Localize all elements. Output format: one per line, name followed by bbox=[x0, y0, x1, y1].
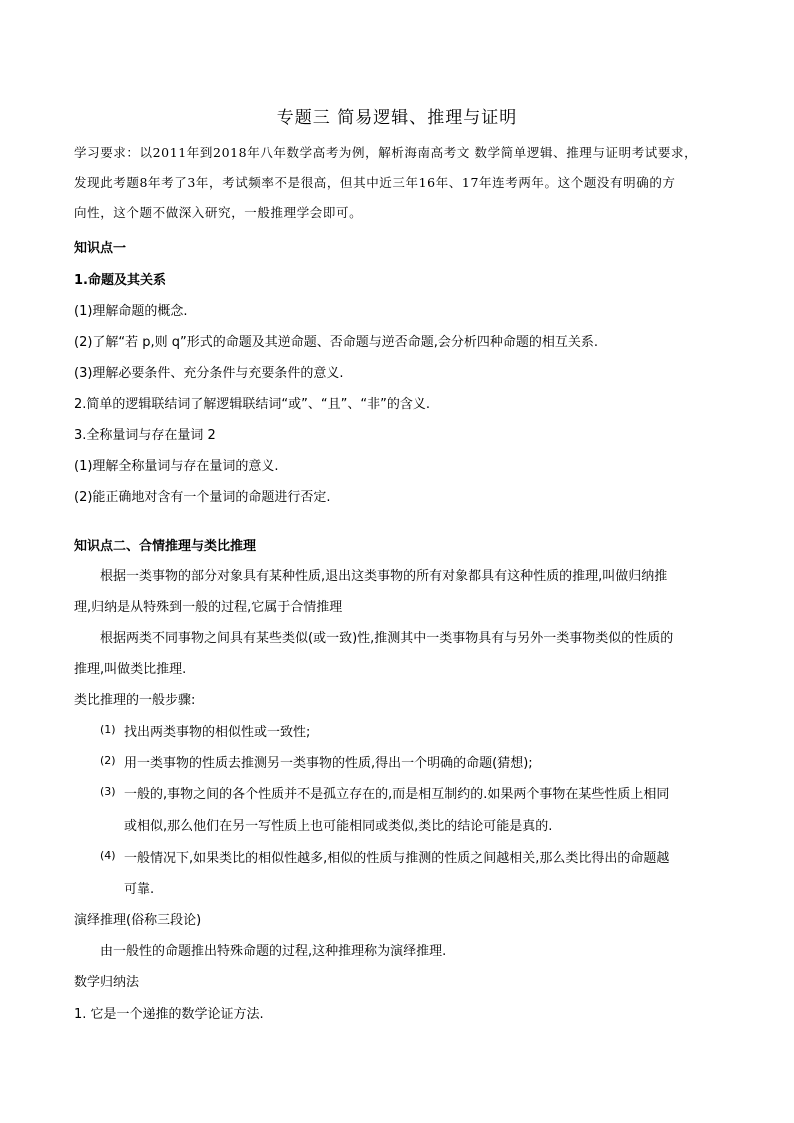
step-2-number: (2) bbox=[100, 754, 116, 767]
induction-line-1: 根据一类事物的部分对象具有某种性质,退出这类事物的所有对象都具有这种性质的推理,叫做归纳推 bbox=[100, 569, 668, 584]
analogy-line-2: 推理,叫做类比推理. bbox=[74, 662, 187, 677]
step-2-text: 用一类事物的性质去推测另一类事物的性质,得出一个明确的命题(猜想); bbox=[124, 756, 533, 771]
step-4-number: (4) bbox=[100, 849, 116, 862]
page-title: 专题三 简易逻辑、推理与证明 bbox=[276, 108, 518, 128]
section1-p5: (2)能正确地对含有一个量词的命题进行否定. bbox=[74, 490, 331, 505]
requirement-line-2: 发现此考题8年考了3年，考试频率不是很高，但其中近三年16年、17年连考两年。这个题没有明确的方 bbox=[74, 175, 676, 190]
section2-heading: 知识点二、合情推理与类比推理 bbox=[74, 539, 257, 554]
section1-p1: (1)理解命题的概念. bbox=[74, 304, 188, 319]
section1-p2: (2)了解“若 p,则 q”形式的命题及其逆命题、否命题与逆否命题,会分析四种命题的相互关系. bbox=[74, 335, 599, 350]
step-3-text: 一般的,事物之间的各个性质并不是孤立存在的,而是相互制约的.如果两个事物在某些性质上相同 bbox=[124, 787, 670, 802]
math-induction-item-1: 1. 它是一个递推的数学论证方法. bbox=[74, 1007, 264, 1022]
section1-sub3: 3.全称量词与存在量词 2 bbox=[74, 428, 216, 443]
section1-heading: 知识点一 bbox=[74, 241, 127, 256]
deduction-title: 演绎推理(俗称三段论) bbox=[74, 913, 202, 928]
requirement-line-3: 向性，这个题不做深入研究，一般推理学会即可。 bbox=[74, 205, 363, 220]
step-1-number: (1) bbox=[100, 723, 116, 736]
analogy-line-1: 根据两类不同事物之间具有某些类似(或一致)性,推测其中一类事物具有与另外一类事物类似的性质的 bbox=[100, 631, 674, 646]
section1-p3: (3)理解必要条件、充分条件与充要条件的意义. bbox=[74, 366, 344, 381]
section1-sub2: 2.简单的逻辑联结词了解逻辑联结词“或”、“且”、“非”的含义. bbox=[74, 397, 430, 412]
section1-p4: (1)理解全称量词与存在量词的意义. bbox=[74, 459, 279, 474]
step-1-text: 找出两类事物的相似性或一致性; bbox=[124, 725, 311, 740]
deduction-text: 由一般性的命题推出特殊命题的过程,这种推理称为演绎推理. bbox=[100, 944, 447, 959]
math-induction-title: 数学归纳法 bbox=[74, 975, 140, 990]
section1-sub1: 1.命题及其关系 bbox=[74, 273, 166, 288]
step-3-number: (3) bbox=[100, 785, 116, 798]
step-3-continuation: 或相似,那么他们在另一写性质上也可能相同或类似,类比的结论可能是真的. bbox=[124, 819, 553, 834]
induction-line-2: 理,归纳是从特殊到一般的过程,它属于合情推理 bbox=[74, 600, 343, 615]
step-4-continuation: 可靠. bbox=[124, 882, 155, 897]
requirement-line-1: 学习要求：以2011年到2018年八年数学高考为例，解析海南高考文 数学简单逻辑、推理与证明考试要求， bbox=[74, 145, 698, 160]
steps-title: 类比推理的一般步骤: bbox=[74, 693, 196, 708]
step-4-text: 一般情况下,如果类比的相似性越多,相似的性质与推测的性质之间越相关,那么类比得出的命题越 bbox=[124, 851, 670, 866]
